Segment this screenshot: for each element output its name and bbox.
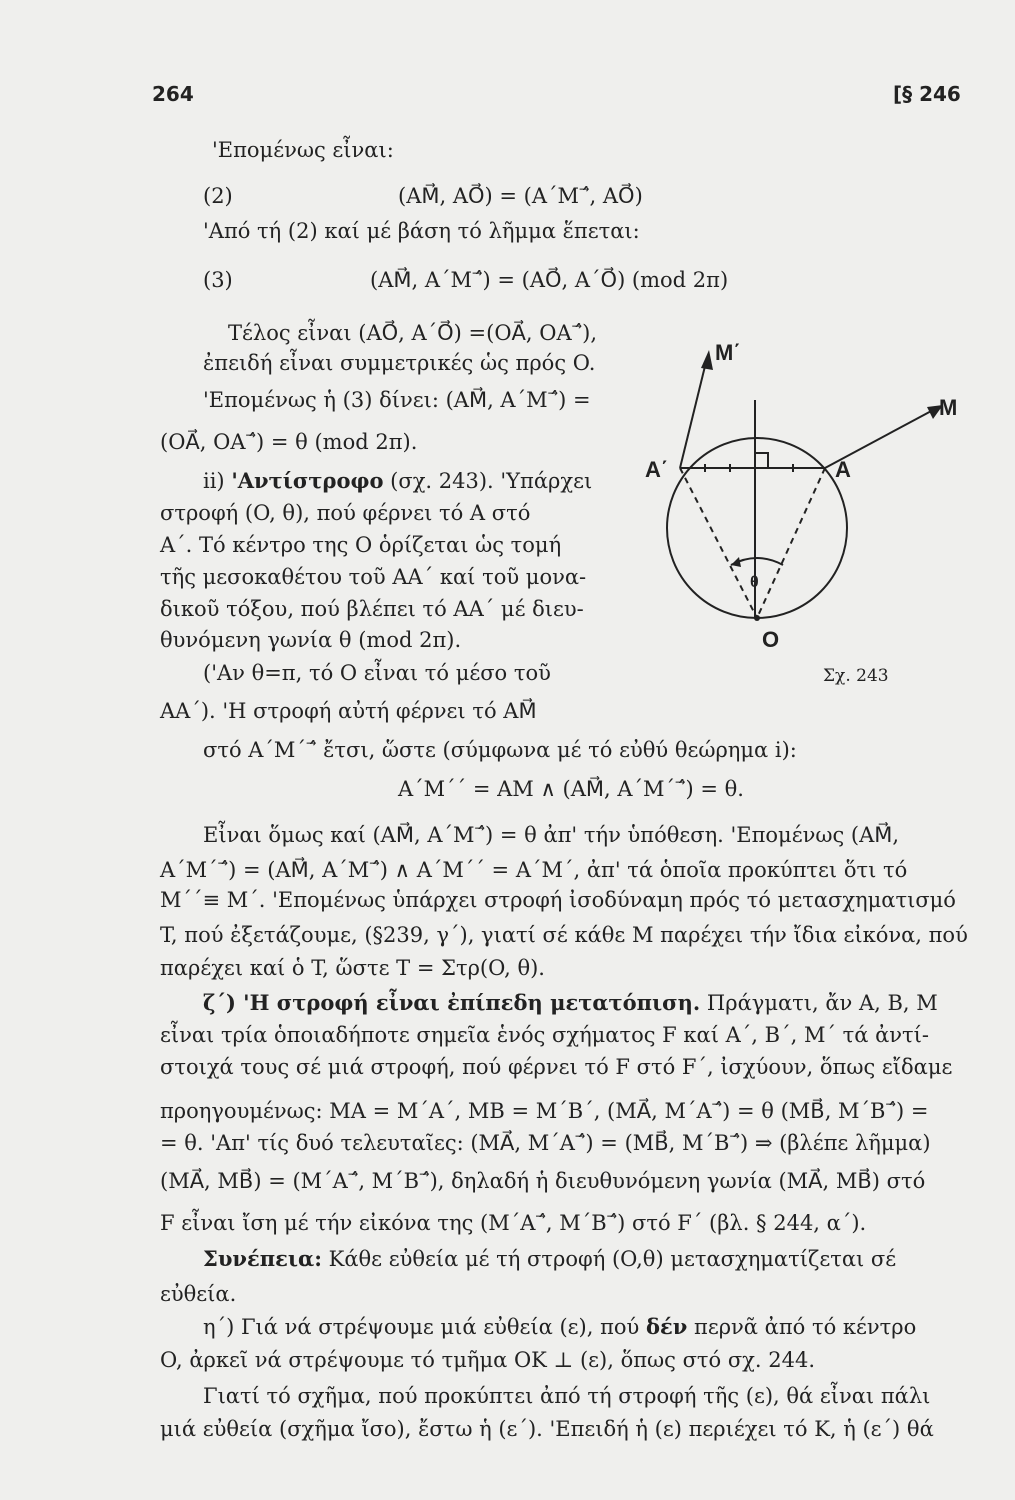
text-line: A΄. Τό κέντρο της O ὁρίζεται ὡς τομή — [160, 533, 562, 557]
text-line: F εἶναι ἴση μέ τήν εἰκόνα της (M΄A΄⃗, M΄B΄⃗) στό F΄ (βλ. § 244, α΄). — [160, 1211, 867, 1235]
page-number: 264 — [152, 82, 194, 106]
right-angle-mark — [755, 453, 768, 468]
text-run: (σχ. 243). 'Υπάρχει — [383, 469, 593, 493]
equation: (AM⃗, A΄M΄⃗) = (AO⃗, A΄O⃗) (mod 2π) — [370, 268, 729, 292]
dashed-o-a — [757, 468, 825, 618]
text-line: στό A΄M΄΄⃗ ἔτσι, ὥστε (σύμφωνα μέ τό εὐθύ θεώρημα i): — [203, 738, 797, 762]
text-line: Γιατί τό σχῆμα, πού προκύπτει ἀπό τή στροφή τῆς (ε), θά εἶναι πάλι — [203, 1384, 931, 1408]
label-a: A — [835, 457, 851, 482]
text-line — [203, 1314, 916, 1340]
text-line: παρέχει καί ὁ T, ὥστε T = Στρ(O, θ). — [160, 956, 545, 980]
circle-arc — [667, 438, 847, 618]
text-line: AA΄). 'Η στροφή αὐτή φέρνει τό AM⃗ — [160, 699, 537, 723]
figure-243 — [635, 325, 980, 695]
section-reference: [§ 246 — [893, 82, 961, 106]
text-line: 'Επομένως ἡ (3) δίνει: (AM⃗, A΄M΄⃗) = — [203, 388, 591, 412]
label-o: O — [762, 627, 780, 652]
text-line: 'Από τή (2) καί μέ βάση τό λῆμμα ἕπεται: — [203, 219, 640, 243]
bold-heading: Συνέπεια: — [203, 1246, 322, 1271]
text-line: (MA⃗, MB⃗) = (M΄A΄⃗, M΄B΄⃗), δηλαδή ἡ διευθυνόμενη γωνία (MA⃗, MB⃗) στό — [160, 1169, 926, 1193]
vector-a-prime-m-prime — [680, 358, 707, 468]
bold-heading: ζ΄) 'Η στροφή εἶναι ἐπίπεδη μετατόπιση. — [203, 990, 701, 1015]
equation-number: (2) — [203, 184, 233, 208]
text-line: μιά εὐθεία (σχῆμα ἴσο), ἔστω ἡ (ε΄). 'Επειδή ἡ (ε) περιέχει τό K, ἡ (ε΄) θά — [160, 1417, 934, 1441]
text-line: (OA⃗, OA΄⃗) = θ (mod 2π). — [160, 430, 418, 454]
label-a-prime: A΄ — [645, 457, 669, 482]
bold-heading: 'Αντίστροφο — [231, 468, 384, 493]
text-line: προηγουμένως: MA = M΄A΄, MB = M΄B΄, (MA⃗, M΄A΄⃗) = θ (MB⃗, M΄B΄⃗) = — [160, 1099, 929, 1123]
dashed-o-a-prime — [680, 468, 757, 618]
text-run: Πράγματι, ἄν A, B, M — [700, 991, 938, 1015]
text-line: = θ. 'Απ' τίς δυό τελευταῖες: (MA⃗, M΄A΄⃗) = (MB⃗, M΄B΄⃗) ⇒ (βλέπε λῆμμα) — [160, 1131, 931, 1155]
text-line: 'Επομένως εἶναι: — [212, 138, 394, 162]
figure-caption: Σχ. 243 — [823, 666, 889, 686]
text-line: ('Αν θ=π, τό O εἶναι τό μέσο τοῦ — [203, 661, 551, 685]
text-line: εἶναι τρία ὁποιαδήποτε σημεῖα ἑνός σχήματος F καί A΄, B΄, M΄ τά ἀντί- — [160, 1023, 929, 1047]
text-line: δικοῦ τόξου, πού βλέπει τό AA΄ μέ διευ- — [160, 597, 584, 621]
label-m: M — [939, 395, 958, 420]
label-m-prime: M΄ — [715, 340, 741, 365]
equation: A΄M΄΄ = AM ∧ (AM⃗, A΄M΄΄⃗) = θ. — [398, 777, 744, 801]
item-label: ii) — [203, 469, 232, 493]
point-o — [754, 615, 760, 621]
text-run: περνᾶ ἀπό τό κέντρο — [687, 1315, 917, 1339]
text-line: T, πού ἐξετάζουμε, (§239, γ΄), γιατί σέ κάθε M παρέχει τήν ἴδια εἰκόνα, πού — [160, 923, 968, 947]
text-line: στοιχά τους σέ μιά στροφή, πού φέρνει τό F στό F΄, ἰσχύουν, ὅπως εἴδαμε — [160, 1055, 953, 1079]
text-line — [203, 990, 938, 1016]
bold-word: δέν — [646, 1314, 688, 1339]
text-line: Εἶναι ὅμως καί (AM⃗, A΄M΄⃗) = θ ἀπ' τήν ὑπόθεση. 'Επομένως (AM⃗, — [203, 823, 900, 847]
label-theta: θ — [750, 574, 759, 591]
text-line: ἐπειδή εἶναι συμμετρικές ὡς πρός O. — [203, 351, 596, 375]
text-line: A΄M΄΄⃗) = (AM⃗, A΄M΄⃗) ∧ A΄M΄΄ = A΄M΄, ἀπ' τά ὁποῖα προκύπτει ὅτι τό — [160, 858, 908, 882]
text-line: Τέλος εἶναι (AO⃗, A΄O⃗) =(OA⃗, OA΄⃗), — [228, 321, 598, 345]
text-run: Κάθε εὐθεία μέ τή στροφή (O,θ) μετασχηματίζεται σέ — [321, 1247, 897, 1271]
text-line — [203, 1246, 896, 1272]
equation: (AM⃗, AO⃗) = (A΄M΄⃗, AO⃗) — [398, 184, 643, 208]
text-run: η΄) Γιά νά στρέψουμε μιά εὐθεία (ε), πού — [203, 1315, 646, 1339]
text-line: θυνόμενη γωνία θ (mod 2π). — [160, 628, 462, 652]
text-line: M΄΄≡ M΄. 'Επομένως ὑπάρχει στροφή ἰσοδύναμη πρός τό μετασχηματισμό — [160, 888, 956, 912]
text-line: στροφή (O, θ), πού φέρνει τό A στό — [160, 501, 531, 525]
theta-arrowhead — [731, 557, 741, 567]
arrowhead-m-prime — [701, 350, 713, 370]
text-line: O, ἀρκεῖ νά στρέψουμε τό τμῆμα OK ⊥ (ε), ὅπως στό σχ. 244. — [160, 1348, 816, 1372]
text-line: εὐθεία. — [160, 1282, 237, 1306]
text-line — [203, 468, 592, 494]
equation-number: (3) — [203, 268, 233, 292]
text-line: τῆς μεσοκαθέτου τοῦ AA΄ καί τοῦ μονα- — [160, 565, 587, 589]
